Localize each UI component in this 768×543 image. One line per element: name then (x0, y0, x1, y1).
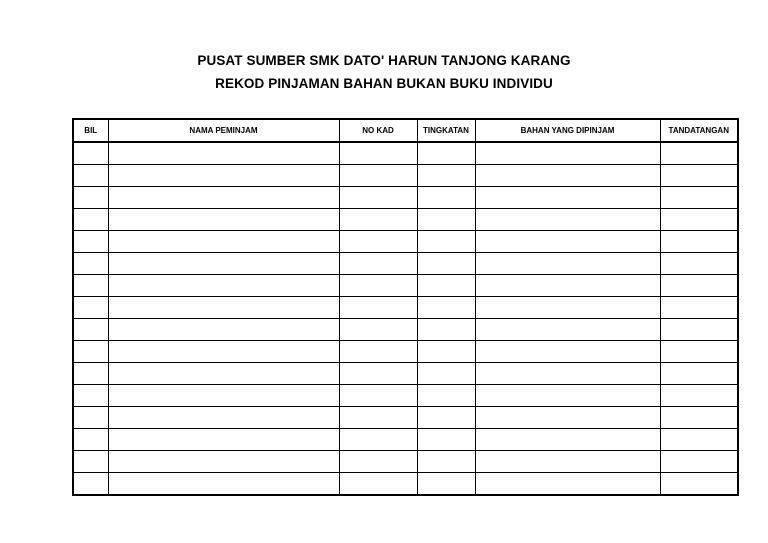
table-row (73, 407, 738, 429)
table-row (73, 275, 738, 297)
bahan-yang-dipinjam-cell (475, 473, 660, 496)
bil-cell (73, 451, 108, 473)
nama-peminjam-cell (108, 473, 339, 496)
column-header-tandatangan: TANDATANGAN (660, 119, 738, 142)
bil-cell (73, 142, 108, 165)
column-header-no-kad: NO KAD (339, 119, 417, 142)
bil-cell (73, 297, 108, 319)
no-kad-cell (339, 451, 417, 473)
table-row (73, 385, 738, 407)
table-row (73, 341, 738, 363)
bil-cell (73, 253, 108, 275)
tandatangan-cell (660, 165, 738, 187)
bahan-yang-dipinjam-cell (475, 165, 660, 187)
no-kad-cell (339, 231, 417, 253)
nama-peminjam-cell (108, 165, 339, 187)
bahan-yang-dipinjam-cell (475, 341, 660, 363)
bil-cell (73, 275, 108, 297)
tingkatan-cell (417, 363, 475, 385)
table-row (73, 319, 738, 341)
tingkatan-cell (417, 165, 475, 187)
nama-peminjam-cell (108, 231, 339, 253)
bahan-yang-dipinjam-cell (475, 253, 660, 275)
tandatangan-cell (660, 275, 738, 297)
page-title: PUSAT SUMBER SMK DATO' HARUN TANJONG KARANG (197, 53, 571, 68)
tingkatan-cell (417, 319, 475, 341)
bil-cell (73, 407, 108, 429)
column-header-tingkatan: TINGKATAN (417, 119, 475, 142)
nama-peminjam-cell (108, 429, 339, 451)
table-row (73, 473, 738, 496)
nama-peminjam-cell (108, 142, 339, 165)
nama-peminjam-cell (108, 385, 339, 407)
tingkatan-cell (417, 429, 475, 451)
no-kad-cell (339, 209, 417, 231)
bahan-yang-dipinjam-cell (475, 297, 660, 319)
bil-cell (73, 165, 108, 187)
bahan-yang-dipinjam-cell (475, 209, 660, 231)
table-row (73, 142, 738, 165)
tingkatan-cell (417, 473, 475, 496)
table-row (73, 297, 738, 319)
bahan-yang-dipinjam-cell (475, 363, 660, 385)
bil-cell (73, 473, 108, 496)
table-row (73, 231, 738, 253)
nama-peminjam-cell (108, 363, 339, 385)
tandatangan-cell (660, 187, 738, 209)
bil-cell (73, 187, 108, 209)
table-row (73, 165, 738, 187)
column-header-bahan-yang-dipinjam: BAHAN YANG DIPINJAM (475, 119, 660, 142)
nama-peminjam-cell (108, 297, 339, 319)
loan-record-table (72, 118, 739, 496)
bahan-yang-dipinjam-cell (475, 142, 660, 165)
tingkatan-cell (417, 142, 475, 165)
nama-peminjam-cell (108, 187, 339, 209)
table-row (73, 451, 738, 473)
table-header-row (73, 119, 738, 142)
nama-peminjam-cell (108, 451, 339, 473)
column-header-bil: BIL (73, 119, 108, 142)
bahan-yang-dipinjam-cell (475, 187, 660, 209)
bil-cell (73, 231, 108, 253)
tandatangan-cell (660, 363, 738, 385)
tingkatan-cell (417, 187, 475, 209)
bahan-yang-dipinjam-cell (475, 231, 660, 253)
bil-cell (73, 385, 108, 407)
bahan-yang-dipinjam-cell (475, 319, 660, 341)
nama-peminjam-cell (108, 407, 339, 429)
nama-peminjam-cell (108, 253, 339, 275)
tandatangan-cell (660, 385, 738, 407)
no-kad-cell (339, 429, 417, 451)
table-row (73, 187, 738, 209)
no-kad-cell (339, 407, 417, 429)
tingkatan-cell (417, 407, 475, 429)
table-body (73, 142, 738, 495)
tandatangan-cell (660, 341, 738, 363)
no-kad-cell (339, 275, 417, 297)
tingkatan-cell (417, 385, 475, 407)
tandatangan-cell (660, 451, 738, 473)
no-kad-cell (339, 341, 417, 363)
no-kad-cell (339, 385, 417, 407)
no-kad-cell (339, 363, 417, 385)
tingkatan-cell (417, 275, 475, 297)
bil-cell (73, 363, 108, 385)
tingkatan-cell (417, 451, 475, 473)
no-kad-cell (339, 187, 417, 209)
tandatangan-cell (660, 429, 738, 451)
tandatangan-cell (660, 209, 738, 231)
bil-cell (73, 429, 108, 451)
tandatangan-cell (660, 142, 738, 165)
nama-peminjam-cell (108, 341, 339, 363)
nama-peminjam-cell (108, 275, 339, 297)
bahan-yang-dipinjam-cell (475, 407, 660, 429)
table-row (73, 209, 738, 231)
tingkatan-cell (417, 231, 475, 253)
bil-cell (73, 319, 108, 341)
tingkatan-cell (417, 253, 475, 275)
bahan-yang-dipinjam-cell (475, 385, 660, 407)
table-row (73, 363, 738, 385)
no-kad-cell (339, 297, 417, 319)
no-kad-cell (339, 165, 417, 187)
tandatangan-cell (660, 407, 738, 429)
no-kad-cell (339, 319, 417, 341)
tandatangan-cell (660, 319, 738, 341)
tandatangan-cell (660, 253, 738, 275)
table-row (73, 429, 738, 451)
bil-cell (73, 209, 108, 231)
no-kad-cell (339, 253, 417, 275)
bahan-yang-dipinjam-cell (475, 429, 660, 451)
tingkatan-cell (417, 209, 475, 231)
no-kad-cell (339, 473, 417, 496)
bil-cell (73, 341, 108, 363)
nama-peminjam-cell (108, 209, 339, 231)
column-header-nama-peminjam: NAMA PEMINJAM (108, 119, 339, 142)
tandatangan-cell (660, 297, 738, 319)
nama-peminjam-cell (108, 319, 339, 341)
no-kad-cell (339, 142, 417, 165)
tandatangan-cell (660, 473, 738, 496)
tingkatan-cell (417, 341, 475, 363)
table-row (73, 253, 738, 275)
bahan-yang-dipinjam-cell (475, 275, 660, 297)
tingkatan-cell (417, 297, 475, 319)
page-subtitle: REKOD PINJAMAN BAHAN BUKAN BUKU INDIVIDU (215, 76, 553, 91)
bahan-yang-dipinjam-cell (475, 451, 660, 473)
tandatangan-cell (660, 231, 738, 253)
